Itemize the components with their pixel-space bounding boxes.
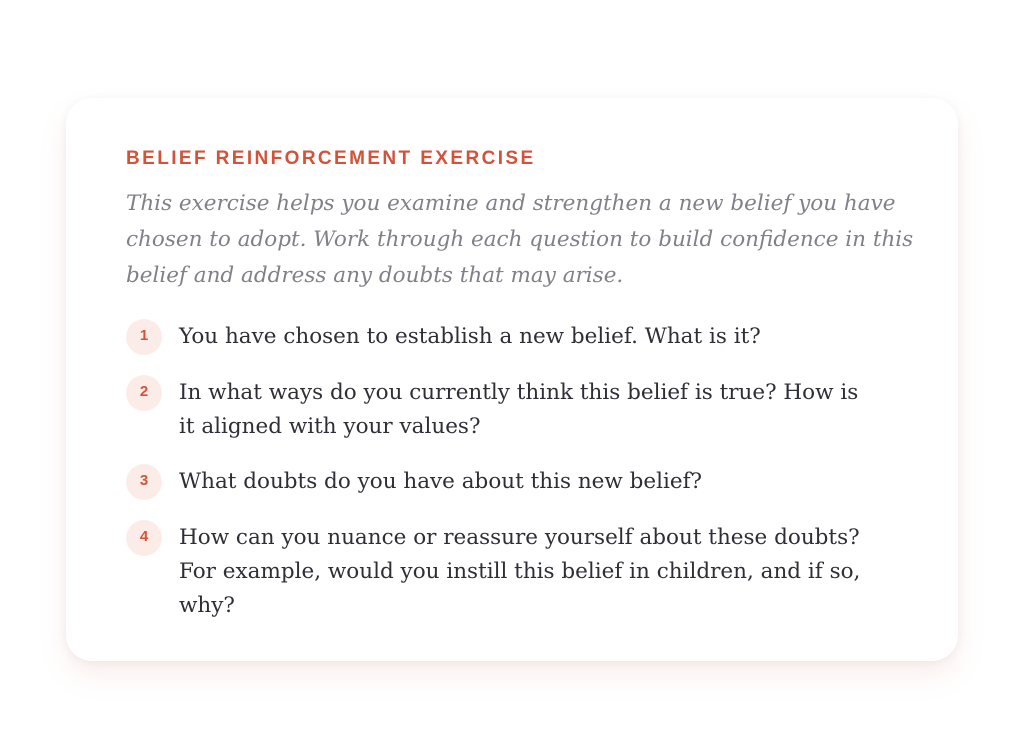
exercise-title: BELIEF REINFORCEMENT EXERCISE (126, 148, 536, 169)
question-number-badge: 3 (126, 464, 162, 500)
question-text: You have chosen to establish a new belief. What is it? (179, 324, 761, 349)
exercise-card (66, 98, 958, 661)
question-text: In what ways do you currently think this belief is true? How is it aligned with your values? (179, 380, 859, 439)
question-number-badge: 4 (126, 520, 162, 556)
question-text: What doubts do you have about this new belief? (179, 469, 703, 494)
question-list (126, 320, 898, 623)
question-number-badge: 2 (126, 375, 162, 411)
question-item (126, 521, 898, 623)
question-item (126, 376, 898, 444)
question-item (126, 320, 898, 355)
question-text: How can you nuance or reassure yourself about these doubts? For example, would you instill this belief in children, and if so, why? (179, 525, 861, 618)
question-number-badge: 1 (126, 319, 162, 355)
exercise-intro: This exercise helps you examine and strengthen a new belief you have chosen to adopt. Work through each question to build confidence in this belief and address any doubts that may arise. (126, 191, 914, 288)
question-item (126, 465, 898, 500)
